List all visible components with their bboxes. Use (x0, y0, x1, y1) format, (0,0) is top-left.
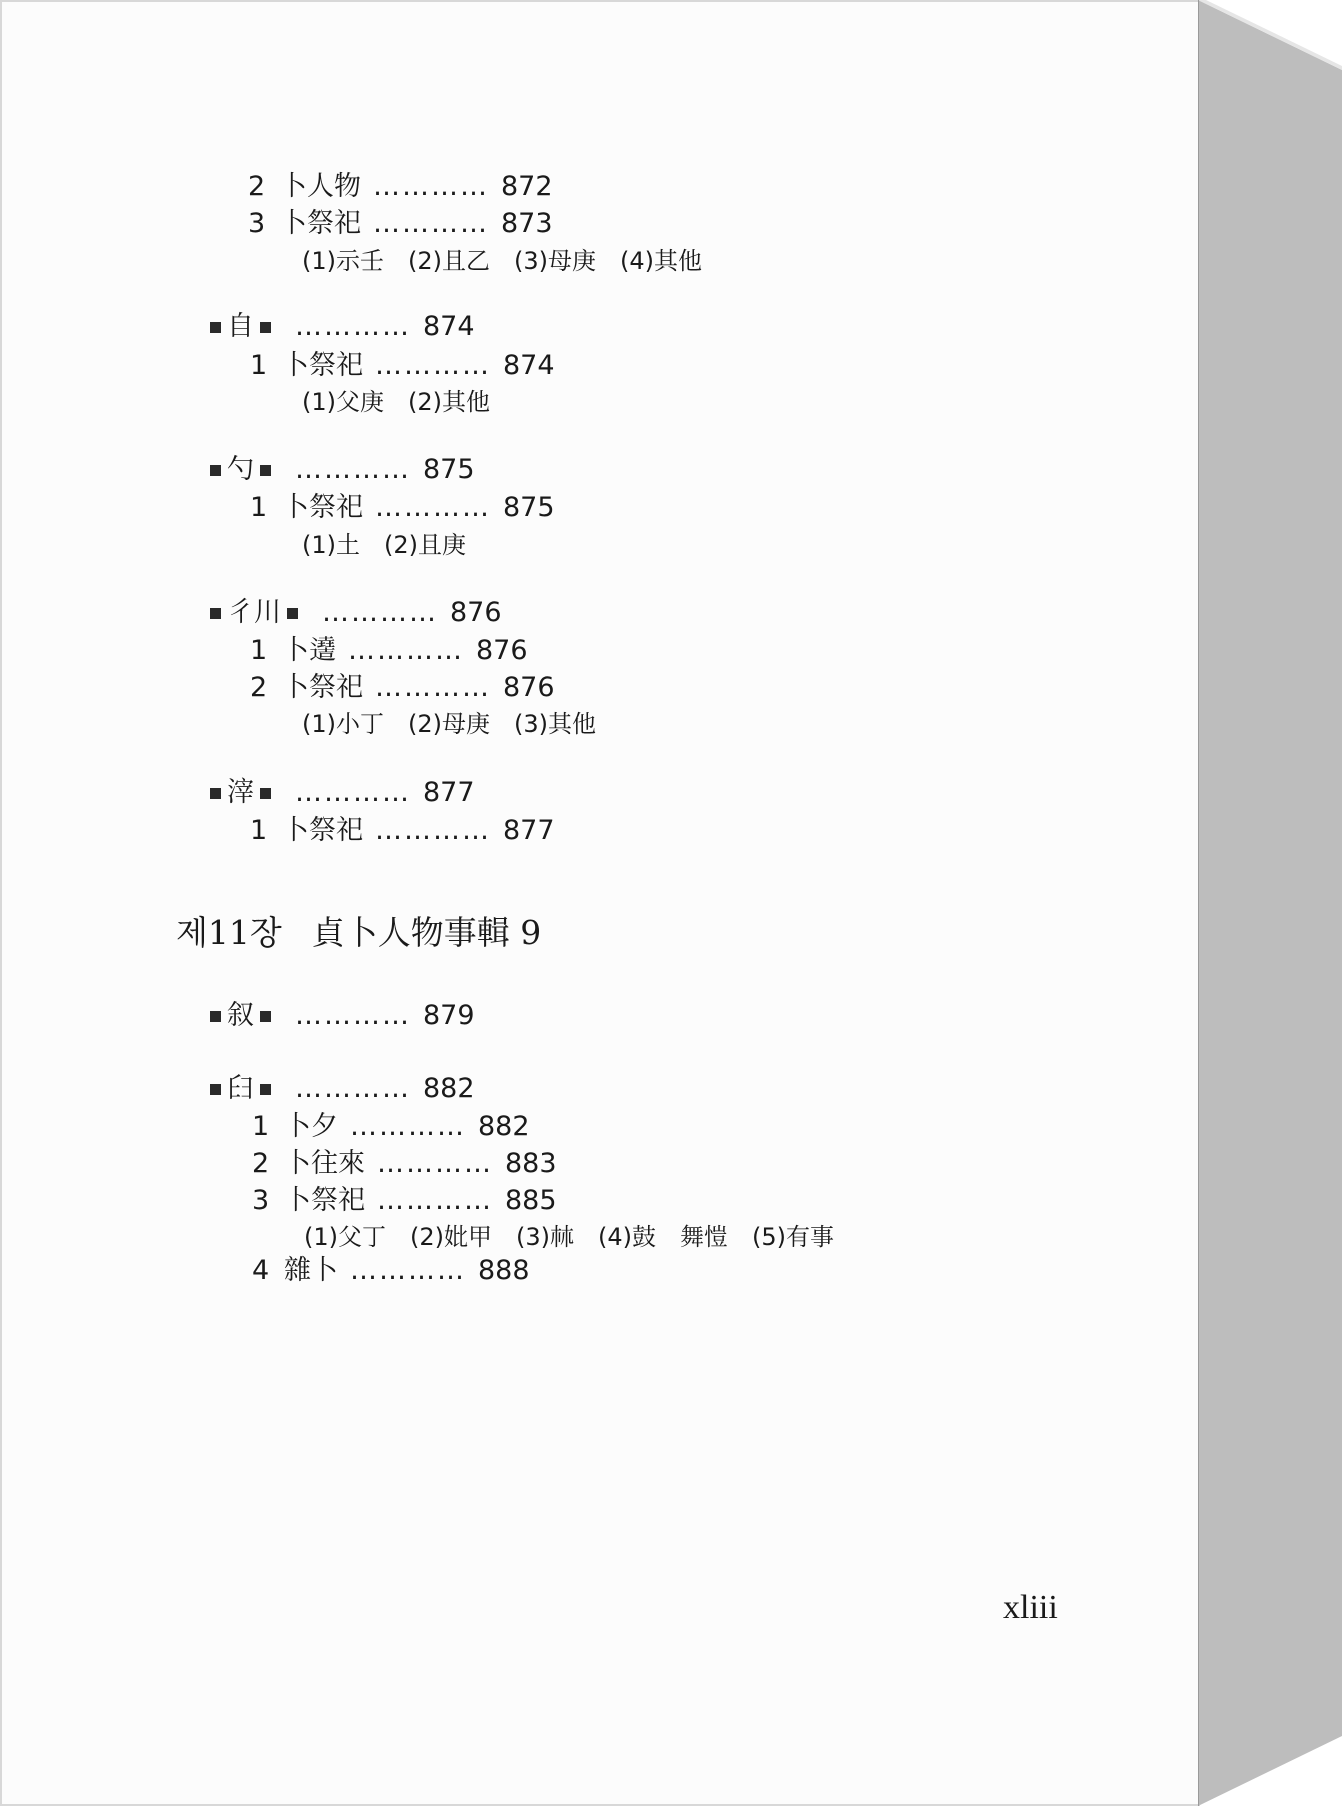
page-number: 875 (423, 454, 475, 485)
entry-number: 1 (252, 1111, 270, 1142)
entry-number: 2 (250, 672, 268, 703)
heading-char: 叙 (227, 1000, 254, 1031)
square-bullet-icon (210, 465, 221, 476)
heading-char: 滓 (227, 777, 254, 808)
subentry: (3)其他 (514, 710, 596, 738)
leader-dots: ………… (350, 1255, 466, 1286)
leader-dots: ………… (295, 777, 411, 808)
toc-heading[interactable] (204, 776, 475, 810)
toc-entry[interactable] (250, 814, 555, 848)
toc-subentries (302, 707, 620, 741)
entry-title: 卜祭祀 (282, 672, 363, 703)
subentry: 舞愷 (680, 1223, 728, 1251)
subentry: (4)其他 (620, 247, 702, 275)
leader-dots: ………… (322, 597, 438, 628)
toc-entry[interactable] (252, 1110, 530, 1144)
page-number: 882 (478, 1111, 530, 1142)
subentry: (1)父庚 (302, 388, 384, 416)
page-number: 882 (423, 1073, 475, 1104)
leader-dots: ………… (377, 1148, 493, 1179)
page-number: 872 (501, 171, 553, 202)
leader-dots: ………… (295, 1000, 411, 1031)
square-bullet-icon (260, 1084, 271, 1095)
entry-number: 2 (252, 1148, 270, 1179)
square-bullet-icon (260, 465, 271, 476)
leader-dots: ………… (377, 1185, 493, 1216)
toc-entry[interactable] (252, 1147, 557, 1181)
toc-entry[interactable] (250, 634, 528, 668)
toc-heading[interactable] (204, 999, 475, 1033)
subentry: (2)母庚 (408, 710, 490, 738)
leader-dots: ………… (350, 1111, 466, 1142)
entry-title: 卜夕 (284, 1111, 338, 1142)
page-number: 876 (503, 672, 555, 703)
chapter-label: 제11장 (176, 913, 282, 952)
entry-title: 卜往來 (284, 1148, 365, 1179)
leader-dots: ………… (295, 311, 411, 342)
page-number: 874 (503, 350, 555, 381)
entry-number: 1 (250, 350, 268, 381)
toc-subentries (304, 1220, 858, 1254)
book-edge-shadow (1198, 0, 1342, 1806)
page-number: 879 (423, 1000, 475, 1031)
square-bullet-icon (260, 788, 271, 799)
leader-dots: ………… (373, 171, 489, 202)
subentry: (1)示壬 (302, 247, 384, 275)
square-bullet-icon (260, 1011, 271, 1022)
page-number: 877 (423, 777, 475, 808)
subentry: (5)有事 (752, 1223, 834, 1251)
toc-heading[interactable] (204, 310, 475, 344)
entry-number: 1 (250, 815, 268, 846)
page-number: 875 (503, 492, 555, 523)
square-bullet-icon (287, 608, 298, 619)
subentry: (2)且乙 (408, 247, 490, 275)
page-number: 883 (505, 1148, 557, 1179)
entry-title: 雜卜 (284, 1255, 338, 1286)
square-bullet-icon (210, 788, 221, 799)
entry-number: 3 (252, 1185, 270, 1216)
entry-title: 卜𨘫 (282, 635, 336, 666)
entry-title: 卜祭祀 (282, 492, 363, 523)
square-bullet-icon (260, 322, 271, 333)
toc-heading[interactable] (204, 596, 502, 630)
page-number: 877 (503, 815, 555, 846)
subentry: (2)其他 (408, 388, 490, 416)
subentry: (4)鼓 (598, 1223, 656, 1251)
entry-number: 1 (250, 635, 268, 666)
toc-entry[interactable] (250, 349, 555, 383)
page-number: 885 (505, 1185, 557, 1216)
entry-title: 卜祭祀 (284, 1185, 365, 1216)
leader-dots: ………… (375, 815, 491, 846)
entry-title: 卜祭祀 (282, 350, 363, 381)
entry-title: 卜祭祀 (282, 815, 363, 846)
chapter-heading[interactable] (176, 913, 542, 952)
leader-dots: ………… (373, 208, 489, 239)
page-number: 888 (478, 1255, 530, 1286)
page-number: 876 (476, 635, 528, 666)
leader-dots: ………… (375, 492, 491, 523)
toc-entry[interactable] (248, 170, 553, 204)
page-number: 873 (501, 208, 553, 239)
leader-dots: ………… (295, 454, 411, 485)
subentry: (1)土 (302, 531, 360, 559)
subentry: (3)𣏟 (516, 1223, 574, 1251)
square-bullet-icon (210, 1084, 221, 1095)
entry-title: 卜人物 (280, 171, 361, 202)
square-bullet-icon (210, 1011, 221, 1022)
subentry: (3)母庚 (514, 247, 596, 275)
subentry: (2)妣甲 (410, 1223, 492, 1251)
heading-char: 自 (227, 311, 254, 342)
leader-dots: ………… (348, 635, 464, 666)
entry-number: 1 (250, 492, 268, 523)
toc-subentries (302, 528, 490, 562)
toc-heading[interactable] (204, 1072, 475, 1106)
page-folio: xliii (1003, 1589, 1058, 1626)
subentry: (1)小丁 (302, 710, 384, 738)
page-number: 874 (423, 311, 475, 342)
heading-char: 勺 (227, 454, 254, 485)
chapter-title: 貞卜人物事輯 9 (311, 913, 542, 952)
entry-number: 3 (248, 208, 266, 239)
toc-subentries (302, 385, 514, 419)
leader-dots: ………… (295, 1073, 411, 1104)
subentry: (2)且庚 (384, 531, 466, 559)
entry-number: 4 (252, 1255, 270, 1286)
page-number: 876 (450, 597, 502, 628)
toc-entry[interactable] (248, 207, 553, 241)
leader-dots: ………… (375, 672, 491, 703)
toc-entry[interactable] (252, 1254, 530, 1288)
square-bullet-icon (210, 608, 221, 619)
toc-entry[interactable] (252, 1184, 557, 1218)
heading-char: 彳川 (227, 597, 281, 628)
toc-entry[interactable] (250, 671, 555, 705)
leader-dots: ………… (375, 350, 491, 381)
heading-char: 𦥑 (227, 1073, 254, 1104)
subentry: (1)父丁 (304, 1223, 386, 1251)
entry-number: 2 (248, 171, 266, 202)
toc-heading[interactable] (204, 453, 475, 487)
entry-title: 卜祭祀 (280, 208, 361, 239)
toc-entry[interactable] (250, 491, 555, 525)
square-bullet-icon (210, 322, 221, 333)
toc-subentries (302, 244, 726, 278)
